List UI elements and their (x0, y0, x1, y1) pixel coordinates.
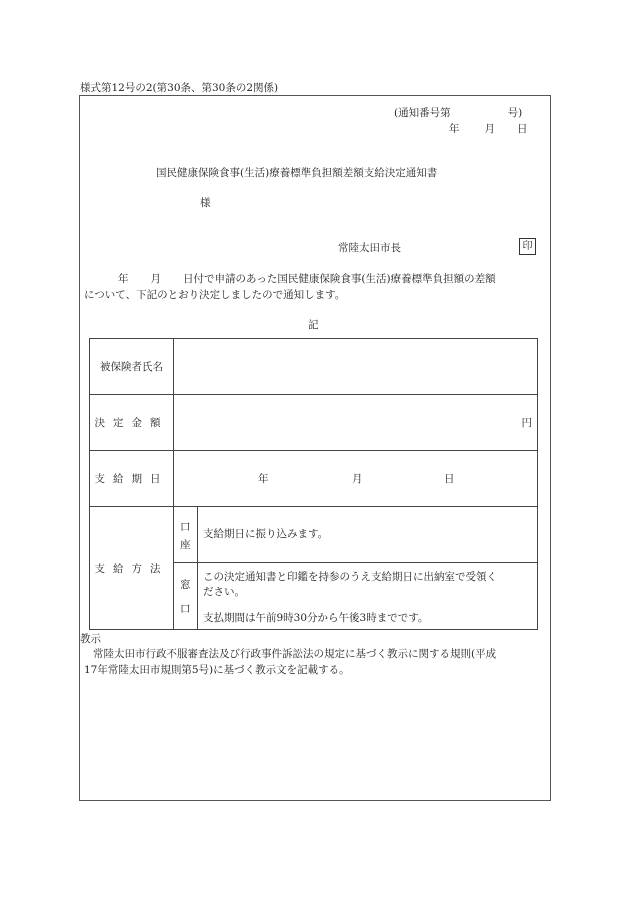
document-title: 国民健康保険食事(生活)療養標準負担額差額支給決定通知書 (156, 167, 438, 179)
pay-date-month: 月 (352, 473, 363, 485)
issue-date: 年 月 日 (449, 123, 528, 135)
kyouji-line-1: 常陸太田市行政不服審査法及び行政事件訴訟法の規定に基づく教示に関する規則(平成 (93, 648, 497, 660)
notice-number-suffix: 号) (507, 107, 523, 119)
pay-date-year: 年 (258, 473, 269, 485)
notice-number-prefix: (通知番号第 (394, 107, 451, 119)
issuer-name: 常陸太田市長 (338, 242, 401, 254)
seal-stamp: 印 (519, 238, 536, 255)
account-label-2: 座 (180, 539, 191, 551)
pay-date-day: 日 (444, 473, 455, 485)
amount-unit: 円 (521, 417, 532, 429)
window-label-2: 口 (180, 603, 191, 615)
window-text-1: この決定通知書と印鑑を持参のうえ支給期日に出納室で受領く (203, 571, 497, 583)
table-row-divider (90, 394, 537, 395)
body-line-2: について、下記のとおり決定しましたので通知します。 (84, 289, 346, 301)
amount-label: 決定金額 (94, 417, 169, 429)
pay-date-label: 支給期日 (94, 473, 169, 485)
notice-number (394, 105, 522, 120)
table-col-divider (173, 339, 174, 629)
window-text-2: ださい。 (203, 586, 245, 598)
table-row-divider (90, 450, 537, 451)
kyouji-title: 教示 (80, 633, 101, 645)
table-subcol-divider (197, 506, 198, 629)
info-table (89, 338, 538, 630)
window-text-3: 支払期間は午前9時30分から午後3時までです。 (203, 612, 429, 624)
kyouji-line-2: 17年常陸太田市規則第5号)に基づく教示文を記載する。 (84, 664, 350, 676)
account-text: 支給期日に振り込みます。 (203, 528, 329, 540)
account-label-1: 口 (180, 521, 191, 533)
insured-name-label: 被保険者氏名 (100, 361, 163, 373)
method-label: 支給方法 (94, 563, 169, 575)
addressee-suffix: 様 (200, 197, 211, 209)
ki-heading: 記 (308, 319, 319, 331)
table-subrow-divider (173, 562, 537, 563)
window-label-1: 窓 (180, 579, 191, 591)
body-line-1: 年 月 日付で申請のあった国民健康保険食事(生活)療養標準負担額の差額 (118, 273, 496, 285)
table-row-divider (90, 506, 537, 507)
form-reference: 様式第12号の2(第30条、第30条の2関係) (80, 82, 279, 94)
